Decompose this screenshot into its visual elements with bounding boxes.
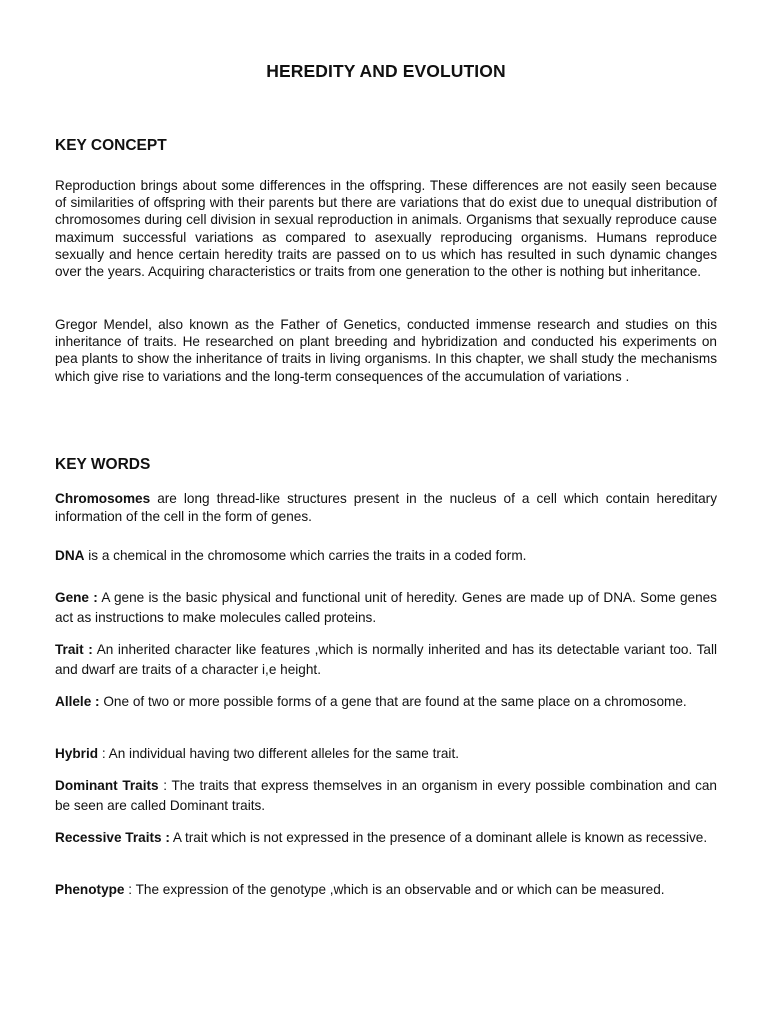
definition-term: Hybrid (55, 746, 99, 761)
definition-text: : The traits that express themselves in an organism in every possible combination and can be seen are called Dominant traits. (55, 778, 717, 813)
key-words-heading: KEY WORDS (55, 456, 151, 473)
definition-term: Trait : (55, 642, 93, 657)
definition-hybrid (55, 744, 717, 764)
definition-dna (55, 546, 717, 566)
definition-term: Allele : (55, 694, 100, 709)
definition-term: DNA (55, 548, 85, 563)
key-concept-heading: KEY CONCEPT (55, 137, 167, 154)
definition-dominant-traits (55, 776, 717, 816)
definition-term: Recessive Traits : (55, 830, 170, 845)
definition-text: is a chemical in the chromosome which carries the traits in a coded form. (84, 548, 527, 563)
page-title: HEREDITY AND EVOLUTION (266, 61, 506, 81)
definition-recessive-traits (55, 828, 717, 848)
definition-chromosomes (55, 490, 717, 525)
definition-text: A trait which is not expressed in the presence of a dominant allele is known as recessive. (169, 830, 708, 845)
definition-term: Gene : (55, 590, 98, 605)
definition-term: Dominant Traits (55, 778, 159, 793)
definition-text: One of two or more possible forms of a gene that are found at the same place on a chromosome. (99, 694, 687, 709)
definition-text: An inherited character like features ,which is normally inherited and has its detectable variant too. Tall and dwarf are traits of a character i,e height. (55, 642, 718, 677)
definition-text: are long thread-like structures present in the nucleus of a cell which contain hereditary information of the cell in the form of genes. (55, 491, 717, 524)
definition-text: : An individual having two different alleles for the same trait. (98, 746, 459, 761)
definition-allele (55, 692, 717, 712)
definition-term: Phenotype (55, 882, 125, 897)
definition-term: Chromosomes (55, 491, 151, 506)
definition-text: : The expression of the genotype ,which is an observable and or which can be measured. (124, 882, 665, 897)
key-concept-paragraph-2: Gregor Mendel, also known as the Father of Genetics, conducted immense research and studies on this inheritance of traits. He researched on plant breeding and hybridization and conducted his experiments on pea plants to show the inheritance of traits in living organisms. In this chapter, we shall study the mechanisms which give rise to variations and the long-term consequences of the accumulation of variations . (55, 317, 717, 384)
definition-phenotype (55, 880, 717, 900)
definition-trait (55, 640, 717, 680)
definition-gene (55, 588, 717, 628)
key-concept-paragraph-1: Reproduction brings about some differences in the offspring. These differences are not easily seen because of similarities of offspring with their parents but there are variations that do exist due to unequal distribution of chromosomes during cell division in sexual reproduction in animals. Organisms that sexually reproduce cause maximum successful variations as compared to asexually reproducing organisms. Humans reproduce sexually and hence certain heredity traits are passed on to us which has resulted in such dynamic changes over the years. Acquiring characteristics or traits from one generation to the other is nothing but inheritance. (55, 178, 717, 280)
definition-text: A gene is the basic physical and functional unit of heredity. Genes are made up of DNA. Some genes act as instructions to make molecules called proteins. (55, 590, 717, 625)
